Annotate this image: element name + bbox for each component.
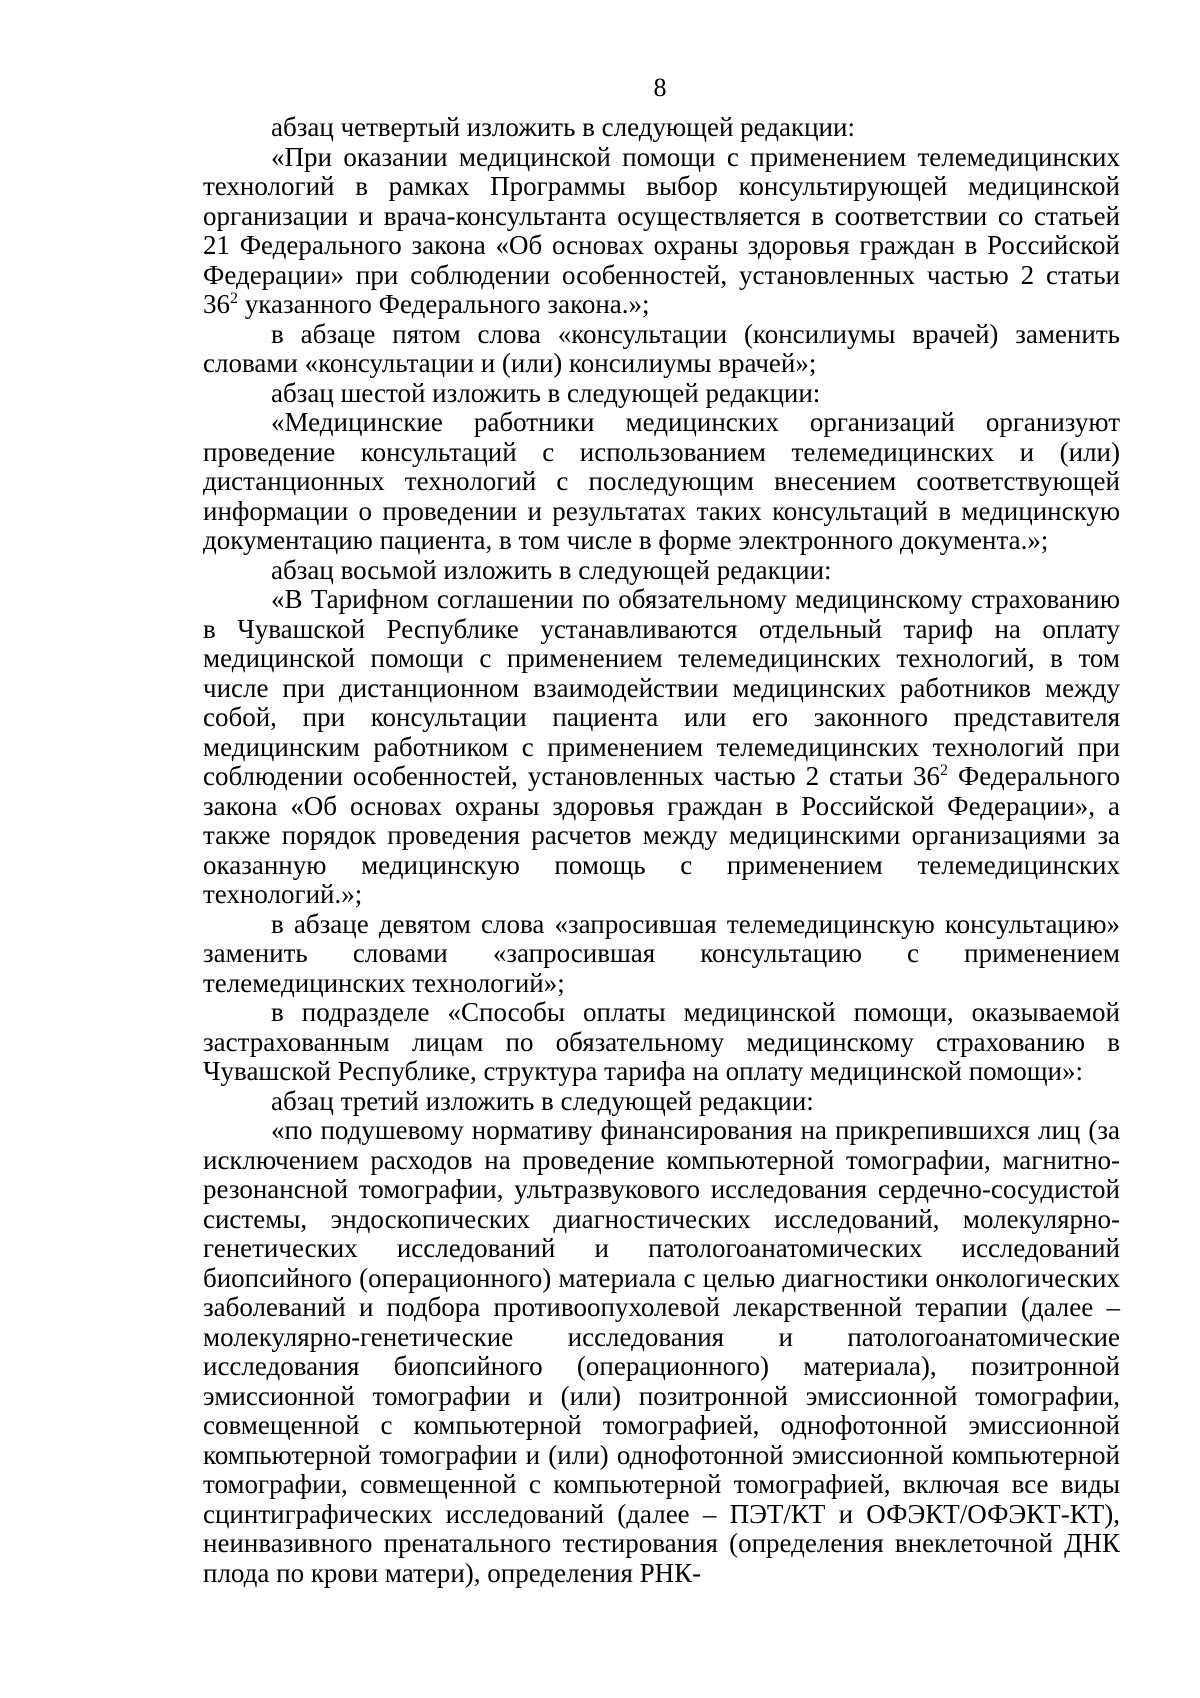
paragraph-text: абзац третий изложить в следующей редакции: — [271, 1085, 814, 1116]
paragraph-11 — [203, 1116, 1120, 1588]
page-number: 8 — [653, 73, 667, 102]
paragraph-text: абзац шестой изложить в следующей редакции: — [271, 377, 821, 408]
superscript: 2 — [939, 762, 948, 779]
paragraph-7 — [203, 585, 1120, 910]
paragraph-text: «В Тарифном соглашении по обязательному медицинскому страхованию в Чувашской Республике устанавливаются отдельный тариф на оплату медицинской помощи с применением телемедицинских технологий, в том числе при дистанционном взаимодействии медицинских работников между собой, при консультации пациента или его законного представителя медицинским работником с применением телемедицинских технологий при соблюдении особенностей, установленных частью 2 статьи 36 — [203, 584, 1120, 791]
paragraph-8 — [203, 910, 1120, 999]
paragraph-tail: указанного Федерального закона.»; — [238, 289, 650, 319]
paragraph-text: «Медицинские работники медицинских организаций организуют проведение консультаций с использованием телемедицинских и (или) дистанционных технологий с последующим внесением соответствующей информации о проведении и результатах таких консультаций в медицинскую документацию пациента, в том числе в форме электронного документа.»; — [203, 407, 1120, 555]
paragraph-text: «При оказании медицинской помощи с применением телемедицинских технологий в рамках Программы выбор консультирующей медицинской организации и врача-консультанта осуществляется в соответствии со статьей 21 Федерального закона «Об основах охраны здоровья граждан в Российской Федерации» при соблюдении особенностей, установленных частью 2 статьи 36 — [203, 141, 1120, 319]
paragraph-5 — [203, 408, 1120, 556]
document-body — [203, 113, 1120, 1588]
superscript: 2 — [230, 290, 238, 307]
paragraph-4 — [203, 379, 1120, 409]
paragraph-text: в абзаце девятом слова «запросившая телемедицинскую консультацию» заменить словами «запросившая консультацию с применением телемедицинских технологий»; — [203, 908, 1120, 998]
paragraph-2 — [203, 143, 1120, 320]
paragraph-3 — [203, 320, 1120, 379]
paragraph-text: абзац четвертый изложить в следующей редакции: — [271, 112, 855, 142]
paragraph-1 — [203, 113, 1120, 143]
paragraph-text: в абзаце пятом слова «консультации (консилиумы врачей) заменить словами «консультации и (или) консилиумы врачей»; — [203, 318, 1120, 378]
paragraph-text: в подразделе «Способы оплаты медицинской помощи, оказываемой застрахованным лицам по обязательному медицинскому страхованию в Чувашской Республике, структура тарифа на оплату медицинской помощи»: — [203, 997, 1120, 1086]
paragraph-text: «по подушевому нормативу финансирования на прикрепившихся лиц (за исключением расходов на проведение компьютерной томографии, магнитно-резонансной томографии, ультразвукового исследования сердечно-сосудистой системы, эндоскопических диагностических исследований, молекулярно-генетических исследований и патологоанатомических исследований биопсийного (операционного) материала с целью диагностики онкологических заболеваний и подбора противоопухолевой лекарственной терапии (далее – молекулярно-генетические исследования и патологоанатомические исследования биопсийного (операционного) материала), позитронной эмиссионной томографии и (или) позитронной эмиссионной томографии, совмещенной с компьютерной томографией, однофотонной эмиссионной компьютерной томографии и (или) однофотонной эмиссионной компьютерной томографии, совмещенной с компьютерной томографией, включая все виды сцинтиграфических исследований (далее – ПЭТ/КТ и ОФЭКТ/ОФЭКТ-КТ), неинвазивного пренатального тестирования (определения внеклеточной ДНК плода по крови матери), определения РНК- — [203, 1115, 1120, 1588]
paragraph-6 — [203, 556, 1120, 586]
paragraph-10 — [203, 1087, 1120, 1117]
paragraph-tail: Федерального закона «Об основах охраны здоровья граждан в Российской Федерации», а также порядок проведения расчетов между медицинскими организациями за оказанную медицинскую помощь с применением телемедицинских технологий.»; — [203, 761, 1120, 909]
paragraph-9 — [203, 998, 1120, 1087]
paragraph-text: абзац восьмой изложить в следующей редакции: — [271, 554, 832, 585]
